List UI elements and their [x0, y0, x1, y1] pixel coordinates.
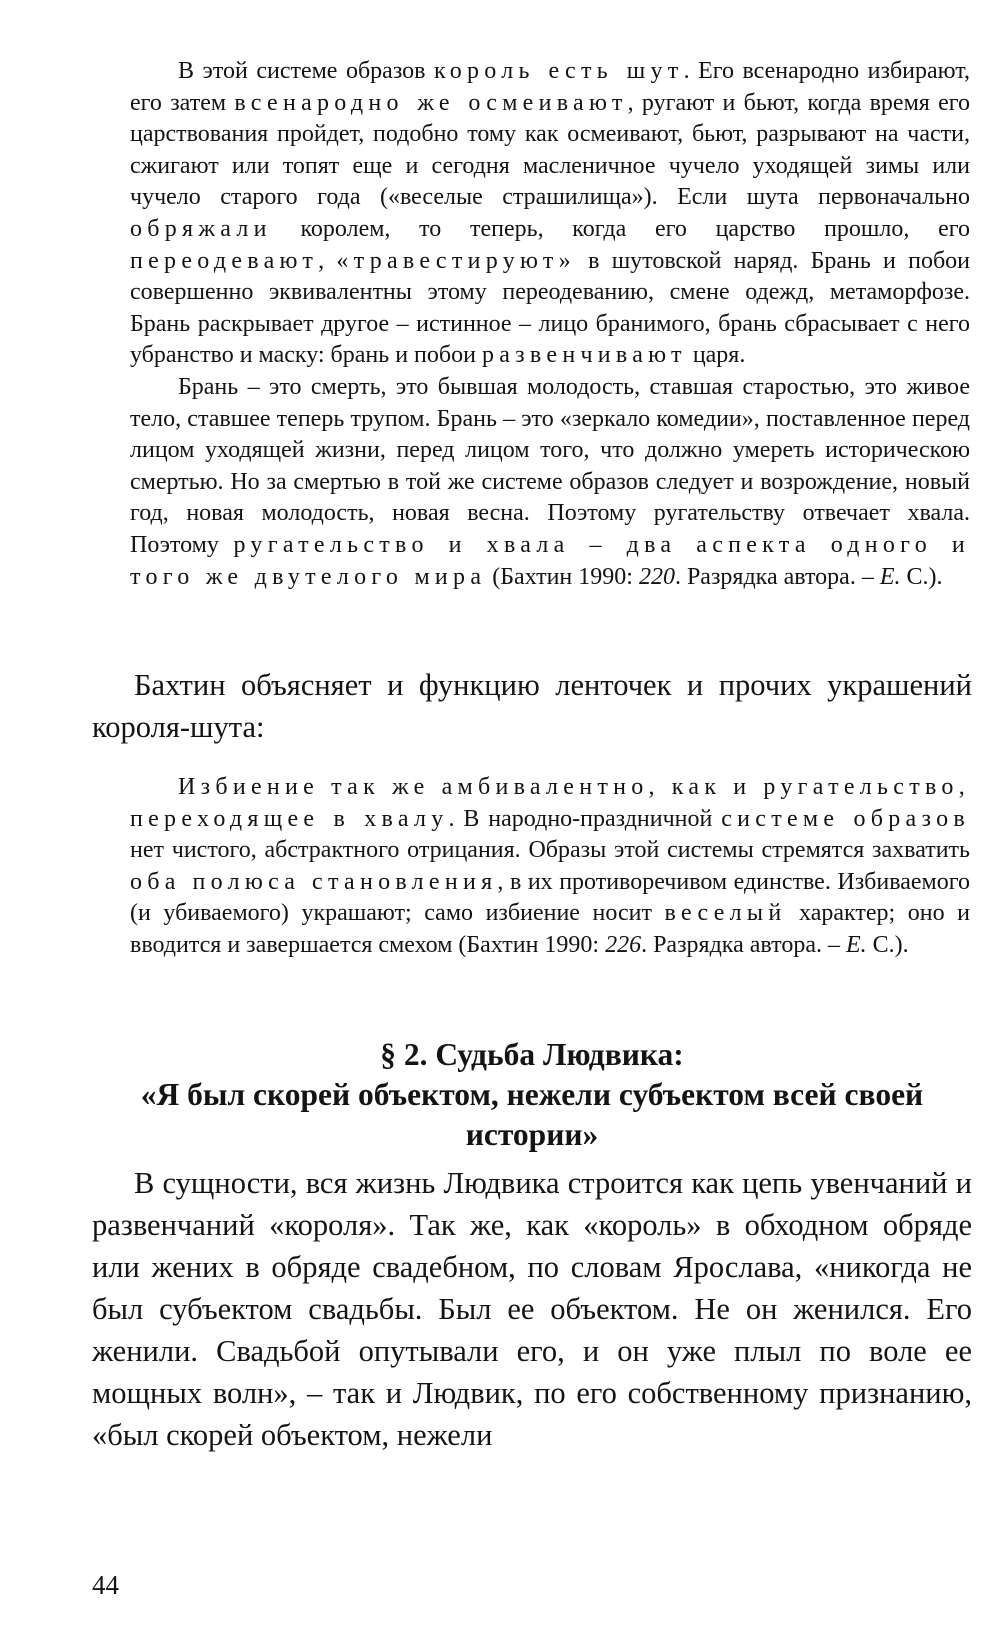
- quote-block-2: [130, 772, 970, 962]
- quote-paragraph-2: Брань – это смерть, это бывшая молодость, ставшая старостью, это живое тело, ставшее теперь трупом. Брань – это «зеркало комедии», поставленное перед лицом уходящей жизни, перед лицом того, что должно умереть историческою смертью. Но за смертью в той же системе образов следует и возрождение, новый год, новая молодость, новая весна. Поэтому ругательству отвечает хвала. Поэтому ругательство и хвала – два аспекта одного и того же двутелого мира (Бахтин 1990: 220. Разрядка автора. – Е. С.).: [130, 373, 971, 590]
- author-initial: Е.: [879, 563, 901, 590]
- quote-block-1: [130, 56, 970, 593]
- intro-paragraph-block: [92, 664, 972, 748]
- page-number: 44: [92, 1570, 119, 1600]
- citation-page: 226: [605, 931, 642, 958]
- spaced-emphasis: веселый: [664, 900, 787, 927]
- section-heading: [92, 1035, 972, 1155]
- spaced-emphasis: обряжали: [130, 215, 272, 242]
- intro-paragraph: Бахтин объясняет и функцию ленточек и прочих украшений короля-шута:: [92, 668, 972, 744]
- section-heading-line-1: § 2. Судьба Людвика:: [380, 1037, 684, 1072]
- citation-page: 220: [638, 563, 675, 590]
- spaced-emphasis: оба полюса становления: [130, 868, 498, 895]
- spaced-emphasis: король есть шут: [434, 58, 684, 84]
- spaced-emphasis: развенчивают: [481, 342, 687, 369]
- author-initial: Е.: [845, 931, 867, 958]
- spaced-emphasis: всенародно же осмеивают: [234, 89, 628, 116]
- spaced-emphasis: Избиение так же амбивалентно, как и ругательство, переходящее в хвалу: [130, 774, 970, 832]
- spaced-emphasis: ругательство и хвала – два аспекта одного и того же двутелого мира: [130, 531, 971, 590]
- spaced-emphasis: переодевают: [130, 247, 319, 274]
- body-paragraph: В сущности, вся жизнь Людвика строится как цепь увенчаний и развенчаний «короля». Так же, как «король» в обходном обряде или жених в обряде свадебном, по словам Ярослава, «никогда не был субъектом свадьбы. Был ее объектом. Не он женился. Его женили. Свадьбой опутывали его, и он уже плыл по воле ее мощных волн», – так и Людвик, по его собственному признанию, «был скорей объектом, нежели: [92, 1166, 972, 1452]
- section-heading-line-2: «Я был скорей объектом, нежели субъектом всей своей истории»: [140, 1077, 924, 1152]
- body-text-block: [92, 1162, 972, 1456]
- spaced-emphasis: «травестируют»: [336, 247, 576, 274]
- spaced-emphasis: системе образов: [721, 805, 970, 832]
- quote-paragraph-3: Избиение так же амбивалентно, как и ругательство, переходящее в хвалу. В народно-праздничной системе образов нет чистого, абстрактного отрицания. Образы этой системы стремятся захватить оба полюса становления, в их противоречивом единстве. Избиваемого (и убиваемого) украшают; само избиение носит веселый характер; оно и вводится и завершается смехом (Бахтин 1990: 226. Разрядка автора. – Е. С.).: [130, 774, 970, 958]
- quote-paragraph-1: В этой системе образов король есть шут. Его всенародно избирают, его затем всенародно же осмеивают, ругают и бьют, когда время его царствования пройдет, подобно тому как осмеивают, бьют, разрывают на части, сжигают или топят еще и сегодня масленичное чучело уходящей зимы или чучело старого года («веселые страшилища»). Если шута первоначально обряжали королем, то теперь, когда его царство прошло, его переодевают, «травестируют» в шутовской наряд. Брань и побои совершенно эквивалентны этому переодеванию, смене одежд, метаморфозе. Брань раскрывает другое – истинное – лицо бранимого, брань сбрасывает с него убранство и маску: брань и побои развенчивают царя.: [130, 58, 970, 369]
